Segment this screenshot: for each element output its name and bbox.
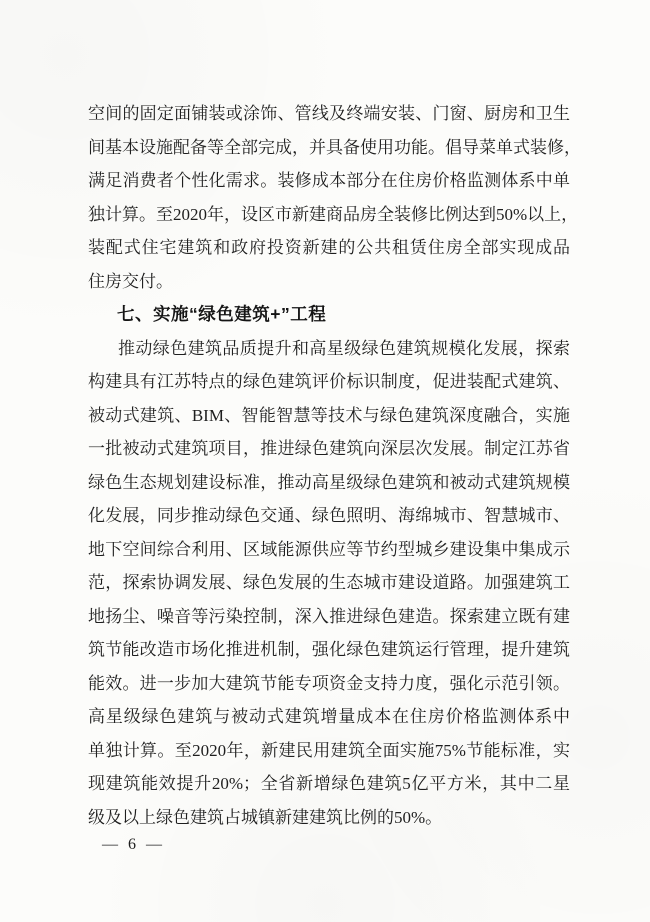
body-line: 现建筑能效提升20%；全省新增绿色建筑5亿平方米，其中二星: [88, 774, 570, 793]
body-line: 构建具有江苏特点的绿色建筑评价标识制度，促进装配式建筑、: [88, 372, 570, 391]
body-line: 化发展，同步推动绿色交通、绿色照明、海绵城市、智慧城市、: [88, 506, 570, 525]
body-line: 空间的固定面铺装或涂饰、管线及终端安装、门窗、厨房和卫生: [88, 104, 570, 123]
body-line: 推动绿色建筑品质提升和高星级绿色建筑规模化发展，探索: [118, 338, 570, 358]
body-line: 独计算。至2020年，设区市新建商品房全装修比例达到50%以上，: [88, 204, 579, 224]
body-line: 一批被动式建筑项目，推进绿色建筑向深层次发展。制定江苏省: [88, 439, 570, 458]
body-line: 筑节能改造市场化推进机制，强化绿色建筑运行管理，提升建筑: [88, 640, 570, 659]
body-line: 范，探索协调发展、绿色发展的生态城市建设道路。加强建筑工: [88, 573, 570, 592]
body-line: 绿色生态规划建设标准，推动高星级绿色建筑和被动式建筑规模: [88, 472, 570, 492]
document-body: [88, 97, 581, 834]
body-line: 级及以上绿色建筑占城镇新建建筑比例的50%。: [88, 807, 443, 827]
body-line: 高星级绿色建筑与被动式建筑增量成本在住房价格监测体系中: [88, 707, 570, 726]
body-line: 装配式住宅建筑和政府投资新建的公共租赁住房全部实现成品: [88, 238, 570, 257]
body-line: 间基本设施配备等全部完成，并具备使用功能。倡导菜单式装修，: [88, 137, 581, 157]
body-line: 能效。进一步加大建筑节能专项资金支持力度，强化示范引领。: [88, 673, 570, 693]
body-line: 满足消费者个性化需求。装修成本部分在住房价格监测体系中单: [88, 171, 570, 190]
page-number: — 6 —: [102, 836, 165, 853]
body-line: 被动式建筑、BIM、智能智慧等技术与绿色建筑深度融合，实施: [88, 405, 570, 425]
section-heading: 七、实施“绿色建筑+”工程: [117, 304, 327, 324]
body-line: 住房交付。: [88, 271, 173, 291]
body-line: 单独计算。至2020年，新建民用建筑全面实施75%节能标准，实: [88, 740, 570, 760]
body-line: 地扬尘、噪音等污染控制，深入推进绿色建造。探索建立既有建: [88, 606, 570, 626]
body-line: 地下空间综合利用、区域能源供应等节约型城乡建设集中集成示: [88, 539, 570, 559]
